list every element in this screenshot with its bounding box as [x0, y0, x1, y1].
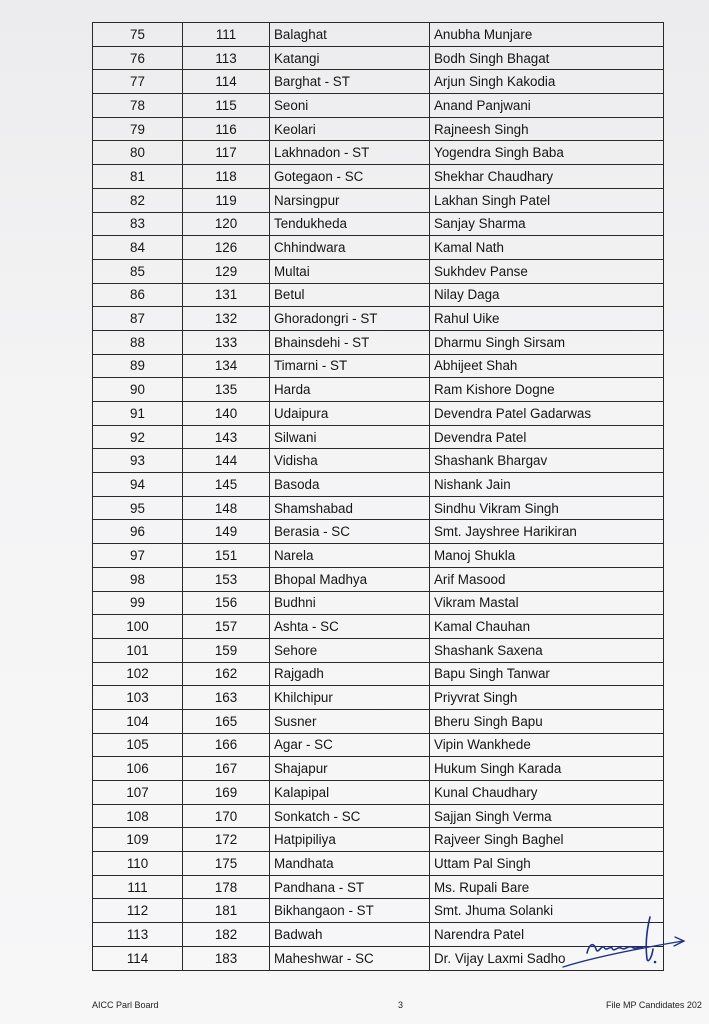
table-row: [93, 236, 664, 260]
cell-candidate: Anand Panjwani: [430, 94, 664, 118]
cell-acno: 175: [183, 852, 270, 876]
cell-constituency: Agar - SC: [270, 733, 430, 757]
cell-constituency: Shamshabad: [270, 496, 430, 520]
cell-candidate: Kamal Nath: [430, 236, 664, 260]
cell-constituency: Bhopal Madhya: [270, 567, 430, 591]
cell-constituency: Berasia - SC: [270, 520, 430, 544]
cell-constituency: Balaghat: [270, 23, 430, 47]
cell-sno: 104: [93, 709, 183, 733]
table-row: [93, 425, 664, 449]
cell-sno: 85: [93, 259, 183, 283]
cell-acno: 182: [183, 923, 270, 947]
cell-candidate: Ms. Rupali Bare: [430, 875, 664, 899]
cell-sno: 112: [93, 899, 183, 923]
cell-sno: 97: [93, 544, 183, 568]
table-row: [93, 330, 664, 354]
cell-sno: 91: [93, 402, 183, 426]
cell-constituency: Mandhata: [270, 852, 430, 876]
cell-sno: 86: [93, 283, 183, 307]
cell-constituency: Rajgadh: [270, 662, 430, 686]
cell-acno: 144: [183, 449, 270, 473]
cell-candidate: Sanjay Sharma: [430, 212, 664, 236]
table-row: [93, 473, 664, 497]
cell-candidate: Bheru Singh Bapu: [430, 709, 664, 733]
cell-constituency: Timarni - ST: [270, 354, 430, 378]
table-row: [93, 686, 664, 710]
table-row: [93, 615, 664, 639]
cell-sno: 96: [93, 520, 183, 544]
cell-acno: 111: [183, 23, 270, 47]
cell-acno: 159: [183, 638, 270, 662]
cell-candidate: Sukhdev Panse: [430, 259, 664, 283]
table-row: [93, 165, 664, 189]
signature-icon: [555, 905, 690, 973]
cell-acno: 115: [183, 94, 270, 118]
cell-sno: 107: [93, 781, 183, 805]
cell-candidate: Arjun Singh Kakodia: [430, 70, 664, 94]
table-row: [93, 709, 664, 733]
cell-sno: 93: [93, 449, 183, 473]
cell-constituency: Susner: [270, 709, 430, 733]
cell-acno: 153: [183, 567, 270, 591]
cell-constituency: Badwah: [270, 923, 430, 947]
table-row: [93, 307, 664, 331]
table-body: [93, 23, 664, 971]
cell-sno: 87: [93, 307, 183, 331]
cell-acno: 178: [183, 875, 270, 899]
cell-constituency: Basoda: [270, 473, 430, 497]
cell-constituency: Sonkatch - SC: [270, 804, 430, 828]
cell-sno: 78: [93, 94, 183, 118]
table-row: [93, 875, 664, 899]
table-row: [93, 23, 664, 47]
cell-sno: 108: [93, 804, 183, 828]
cell-candidate: Rajneesh Singh: [430, 117, 664, 141]
table-row: [93, 188, 664, 212]
cell-sno: 100: [93, 615, 183, 639]
cell-candidate: Vipin Wankhede: [430, 733, 664, 757]
cell-sno: 82: [93, 188, 183, 212]
cell-acno: 181: [183, 899, 270, 923]
table-row: [93, 259, 664, 283]
cell-candidate: Lakhan Singh Patel: [430, 188, 664, 212]
cell-acno: 119: [183, 188, 270, 212]
table-row: [93, 781, 664, 805]
table-row: [93, 544, 664, 568]
cell-acno: 118: [183, 165, 270, 189]
cell-constituency: Bhainsdehi - ST: [270, 330, 430, 354]
cell-sno: 114: [93, 946, 183, 970]
cell-constituency: Budhni: [270, 591, 430, 615]
cell-candidate: Manoj Shukla: [430, 544, 664, 568]
cell-constituency: Ashta - SC: [270, 615, 430, 639]
cell-constituency: Shajapur: [270, 757, 430, 781]
cell-sno: 89: [93, 354, 183, 378]
cell-constituency: Katangi: [270, 46, 430, 70]
cell-acno: 151: [183, 544, 270, 568]
cell-acno: 157: [183, 615, 270, 639]
cell-candidate: Shashank Saxena: [430, 638, 664, 662]
cell-candidate: Bapu Singh Tanwar: [430, 662, 664, 686]
cell-sno: 76: [93, 46, 183, 70]
table-row: [93, 46, 664, 70]
cell-candidate: Shekhar Chaudhary: [430, 165, 664, 189]
cell-candidate: Narendra Patel: [430, 923, 664, 947]
cell-candidate: Kamal Chauhan: [430, 615, 664, 639]
cell-candidate: Bodh Singh Bhagat: [430, 46, 664, 70]
cell-constituency: Bikhangaon - ST: [270, 899, 430, 923]
cell-acno: 114: [183, 70, 270, 94]
cell-sno: 88: [93, 330, 183, 354]
cell-sno: 111: [93, 875, 183, 899]
cell-constituency: Tendukheda: [270, 212, 430, 236]
cell-sno: 101: [93, 638, 183, 662]
table-row: [93, 828, 664, 852]
cell-acno: 156: [183, 591, 270, 615]
cell-acno: 120: [183, 212, 270, 236]
cell-candidate: Vikram Mastal: [430, 591, 664, 615]
cell-constituency: Keolari: [270, 117, 430, 141]
cell-sno: 105: [93, 733, 183, 757]
cell-constituency: Pandhana - ST: [270, 875, 430, 899]
cell-acno: 126: [183, 236, 270, 260]
cell-sno: 75: [93, 23, 183, 47]
cell-acno: 183: [183, 946, 270, 970]
table-row: [93, 567, 664, 591]
table-row: [93, 449, 664, 473]
cell-sno: 80: [93, 141, 183, 165]
cell-constituency: Chhindwara: [270, 236, 430, 260]
cell-constituency: Maheshwar - SC: [270, 946, 430, 970]
cell-sno: 81: [93, 165, 183, 189]
cell-acno: 169: [183, 781, 270, 805]
cell-candidate: Nilay Daga: [430, 283, 664, 307]
table-row: [93, 638, 664, 662]
cell-sno: 110: [93, 852, 183, 876]
cell-sno: 92: [93, 425, 183, 449]
cell-candidate: Anubha Munjare: [430, 23, 664, 47]
cell-constituency: Lakhnadon - ST: [270, 141, 430, 165]
footer-file-name: File MP Candidates 202: [606, 1000, 702, 1010]
cell-constituency: Vidisha: [270, 449, 430, 473]
cell-acno: 140: [183, 402, 270, 426]
cell-sno: 102: [93, 662, 183, 686]
cell-acno: 116: [183, 117, 270, 141]
cell-candidate: Shashank Bhargav: [430, 449, 664, 473]
cell-acno: 167: [183, 757, 270, 781]
cell-constituency: Seoni: [270, 94, 430, 118]
cell-sno: 84: [93, 236, 183, 260]
cell-acno: 148: [183, 496, 270, 520]
cell-candidate: Devendra Patel: [430, 425, 664, 449]
cell-sno: 109: [93, 828, 183, 852]
cell-candidate: Kunal Chaudhary: [430, 781, 664, 805]
footer-board-name: AICC Parl Board: [92, 1000, 159, 1010]
table-row: [93, 520, 664, 544]
table-row: [93, 141, 664, 165]
table-row: [93, 804, 664, 828]
cell-candidate: Dharmu Singh Sirsam: [430, 330, 664, 354]
cell-candidate: Smt. Jayshree Harikiran: [430, 520, 664, 544]
cell-sno: 77: [93, 70, 183, 94]
cell-acno: 132: [183, 307, 270, 331]
cell-sno: 99: [93, 591, 183, 615]
cell-candidate: Hukum Singh Karada: [430, 757, 664, 781]
table-row: [93, 591, 664, 615]
cell-sno: 90: [93, 378, 183, 402]
cell-acno: 134: [183, 354, 270, 378]
cell-acno: 113: [183, 46, 270, 70]
cell-constituency: Khilchipur: [270, 686, 430, 710]
table-row: [93, 496, 664, 520]
cell-sno: 98: [93, 567, 183, 591]
cell-candidate: Rajveer Singh Baghel: [430, 828, 664, 852]
cell-acno: 149: [183, 520, 270, 544]
cell-acno: 131: [183, 283, 270, 307]
cell-sno: 94: [93, 473, 183, 497]
cell-constituency: Narsingpur: [270, 188, 430, 212]
table-row: [93, 94, 664, 118]
cell-constituency: Barghat - ST: [270, 70, 430, 94]
cell-constituency: Hatpipiliya: [270, 828, 430, 852]
cell-sno: 95: [93, 496, 183, 520]
cell-sno: 103: [93, 686, 183, 710]
cell-candidate: Devendra Patel Gadarwas: [430, 402, 664, 426]
table-row: [93, 70, 664, 94]
cell-constituency: Udaipura: [270, 402, 430, 426]
table-row: [93, 354, 664, 378]
cell-candidate: Priyvrat Singh: [430, 686, 664, 710]
cell-candidate: Rahul Uike: [430, 307, 664, 331]
cell-sno: 106: [93, 757, 183, 781]
cell-acno: 117: [183, 141, 270, 165]
cell-candidate: Yogendra Singh Baba: [430, 141, 664, 165]
cell-candidate: Sajjan Singh Verma: [430, 804, 664, 828]
cell-constituency: Gotegaon - SC: [270, 165, 430, 189]
table-row: [93, 852, 664, 876]
footer-page-number: 3: [398, 1000, 404, 1010]
cell-candidate: Ram Kishore Dogne: [430, 378, 664, 402]
cell-constituency: Sehore: [270, 638, 430, 662]
cell-constituency: Ghoradongri - ST: [270, 307, 430, 331]
table-row: [93, 733, 664, 757]
cell-acno: 135: [183, 378, 270, 402]
table-row: [93, 757, 664, 781]
cell-acno: 163: [183, 686, 270, 710]
table-row: [93, 283, 664, 307]
cell-candidate: Sindhu Vikram Singh: [430, 496, 664, 520]
cell-candidate: Arif Masood: [430, 567, 664, 591]
cell-sno: 79: [93, 117, 183, 141]
cell-acno: 133: [183, 330, 270, 354]
cell-constituency: Harda: [270, 378, 430, 402]
candidates-table: [92, 22, 664, 971]
cell-candidate: Smt. Jhuma Solanki: [430, 899, 664, 923]
cell-acno: 166: [183, 733, 270, 757]
table-row: [93, 378, 664, 402]
cell-sno: 113: [93, 923, 183, 947]
table-row: [93, 402, 664, 426]
cell-sno: 83: [93, 212, 183, 236]
cell-candidate: Dr. Vijay Laxmi Sadho: [430, 946, 664, 970]
cell-candidate: Abhijeet Shah: [430, 354, 664, 378]
cell-constituency: Kalapipal: [270, 781, 430, 805]
cell-acno: 165: [183, 709, 270, 733]
cell-candidate: Uttam Pal Singh: [430, 852, 664, 876]
cell-acno: 143: [183, 425, 270, 449]
table-row: [93, 662, 664, 686]
cell-constituency: Multai: [270, 259, 430, 283]
cell-constituency: Betul: [270, 283, 430, 307]
cell-constituency: Narela: [270, 544, 430, 568]
cell-acno: 172: [183, 828, 270, 852]
table-row: [93, 212, 664, 236]
cell-acno: 129: [183, 259, 270, 283]
cell-acno: 145: [183, 473, 270, 497]
cell-acno: 170: [183, 804, 270, 828]
cell-constituency: Silwani: [270, 425, 430, 449]
cell-acno: 162: [183, 662, 270, 686]
cell-candidate: Nishank Jain: [430, 473, 664, 497]
table-row: [93, 117, 664, 141]
